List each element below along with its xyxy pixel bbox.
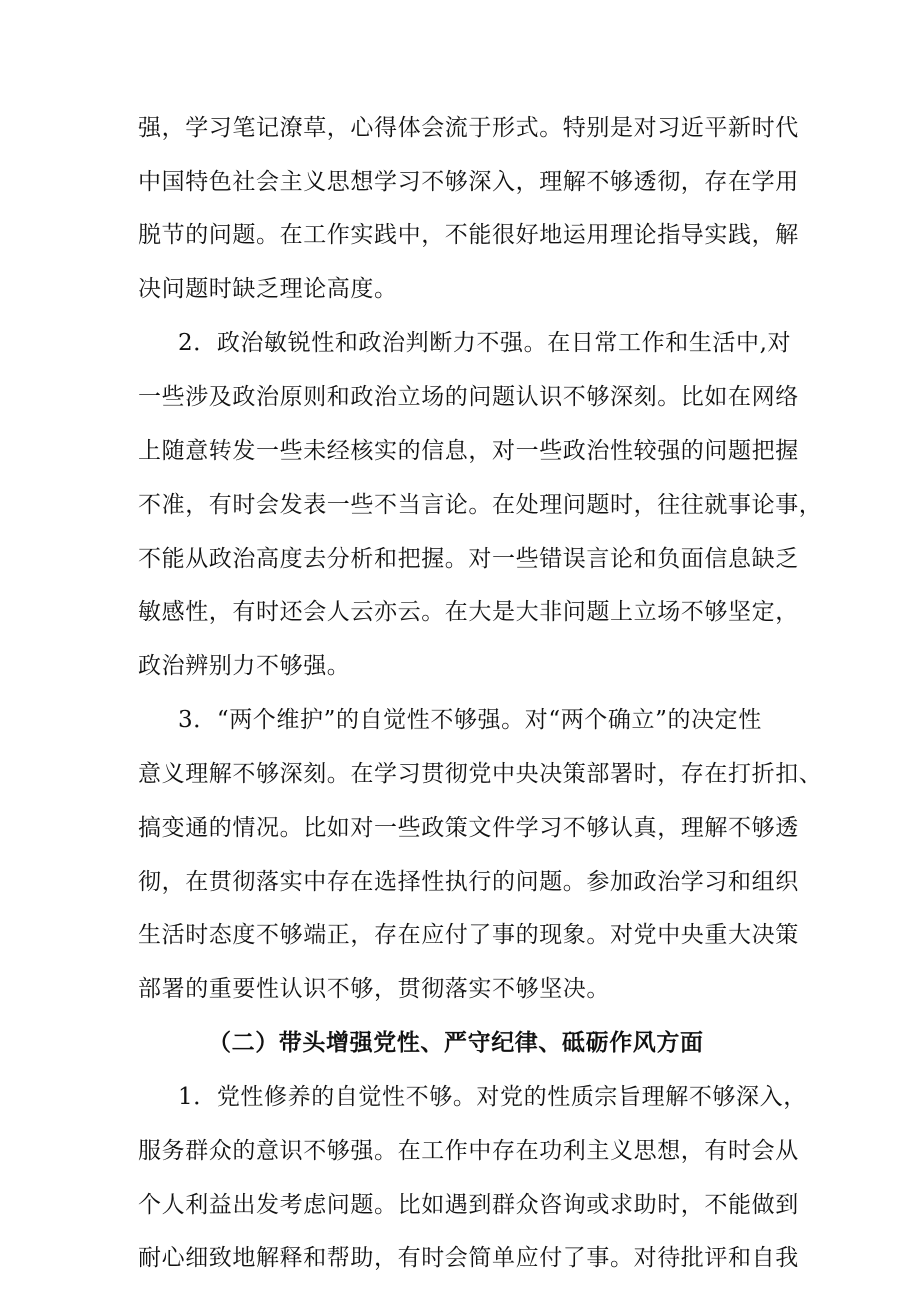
- text-line: 政治辨别力不够强。: [138, 653, 351, 679]
- paragraph-start-line: 2．政治敏锐性和政治判断力不强。在日常工作和生活中,对: [178, 330, 792, 356]
- text-line: 个人利益出发考虑问题。比如遇到群众咨询或求助时，不能做到: [138, 1192, 799, 1218]
- paragraph-start-line: 1．党性修养的自觉性不够。对党的性质宗旨理解不够深入，: [178, 1084, 807, 1110]
- text-line: 耐心细致地解释和帮助，有时会简单应付了事。对待批评和自我: [138, 1245, 799, 1271]
- text-line: 不能从政治高度去分析和把握。对一些错误言论和负面信息缺乏: [138, 546, 799, 572]
- text-line: 生活时态度不够端正，存在应付了事的现象。对党中央重大决策: [138, 922, 799, 948]
- text-line: 上随意转发一些未经核实的信息，对一些政治性较强的问题把握: [138, 438, 799, 464]
- section-heading: （二）带头增强党性、严守纪律、砥砺作风方面: [208, 1029, 704, 1056]
- paragraph-start-line: 3．“两个维护”的自觉性不够强。对“两个确立”的决定性: [178, 707, 762, 733]
- text-line: 意义理解不够深刻。在学习贯彻党中央决策部署时，存在打折扣、: [138, 761, 823, 787]
- text-line: 中国特色社会主义思想学习不够深入，理解不够透彻，存在学用: [138, 169, 799, 195]
- text-line: 彻，在贯彻落实中存在选择性执行的问题。参加政治学习和组织: [138, 869, 799, 895]
- text-line: 搞变通的情况。比如对一些政策文件学习不够认真，理解不够透: [138, 815, 799, 841]
- text-line: 脱节的问题。在工作实践中，不能很好地运用理论指导实践，解: [138, 222, 799, 248]
- text-line: 部署的重要性认识不够，贯彻落实不够坚决。: [138, 976, 610, 1002]
- text-line: 决问题时缺乏理论高度。: [138, 276, 398, 302]
- text-line: 不准，有时会发表一些不当言论。在处理问题时，往往就事论事，: [138, 492, 823, 518]
- text-line: 强，学习笔记潦草，心得体会流于形式。特别是对习近平新时代: [138, 115, 799, 141]
- text-line: 一些涉及政治原则和政治立场的问题认识不够深刻。比如在网络: [138, 384, 799, 410]
- text-line: 服务群众的意识不够强。在工作中存在功利主义思想，有时会从: [138, 1138, 799, 1164]
- text-line: 敏感性，有时还会人云亦云。在大是大非问题上立场不够坚定，: [138, 599, 799, 625]
